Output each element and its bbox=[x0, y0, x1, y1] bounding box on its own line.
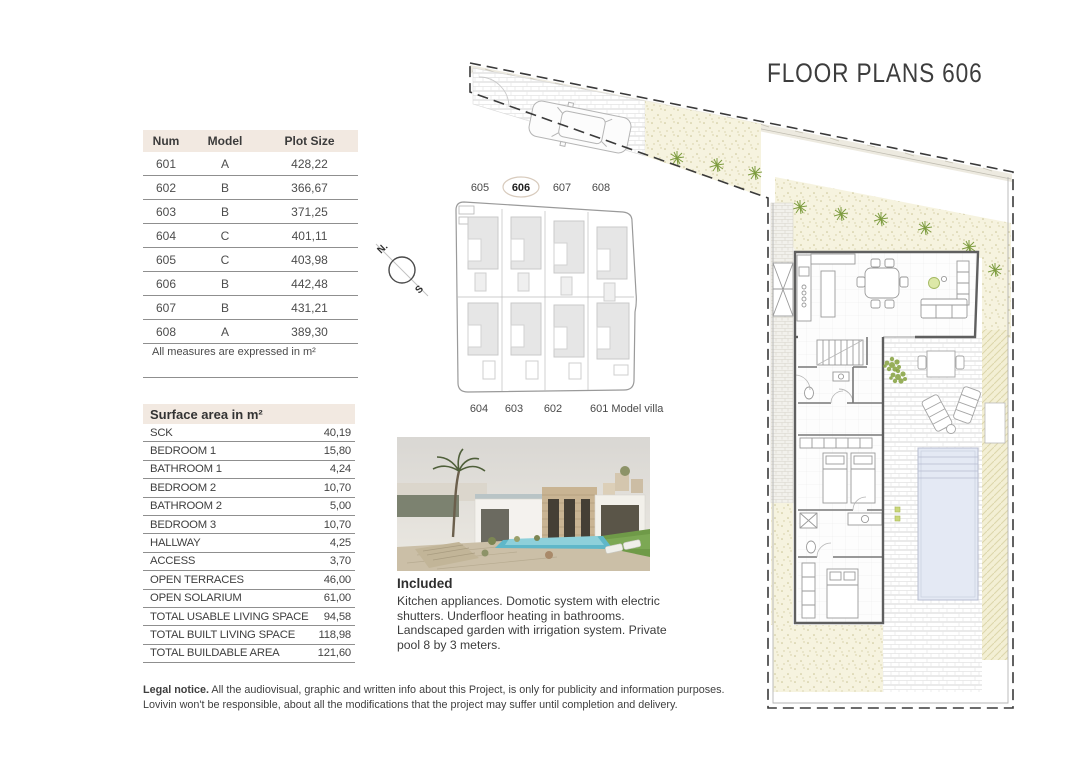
pool-shape bbox=[918, 448, 978, 600]
table-row bbox=[143, 571, 355, 589]
cell-label: HALLWAY bbox=[150, 537, 201, 550]
cell-label: BATHROOM 1 bbox=[150, 463, 222, 476]
compass-north-label: N. bbox=[375, 241, 391, 257]
cell-label: TOTAL BUILT LIVING SPACE bbox=[150, 628, 296, 641]
cell-label: TOTAL BUILDABLE AREA bbox=[150, 647, 280, 660]
cell-value: 10,70 bbox=[323, 518, 351, 531]
side-wall bbox=[771, 203, 793, 503]
cell-value: 40,19 bbox=[323, 426, 351, 439]
table-row bbox=[143, 272, 358, 296]
table-row bbox=[143, 176, 358, 200]
page-title: FLOOR PLANS 606 bbox=[767, 58, 983, 88]
stairs bbox=[817, 340, 863, 365]
side-garden bbox=[771, 503, 793, 625]
cell-value: 46,00 bbox=[323, 573, 351, 586]
cell-size: 366,67 bbox=[291, 180, 328, 195]
table-row bbox=[143, 608, 355, 626]
cell-num: 607 bbox=[155, 300, 177, 315]
cell-label: BEDROOM 1 bbox=[150, 445, 216, 458]
table-row bbox=[143, 224, 358, 248]
cell-label: SCK bbox=[150, 426, 173, 439]
col-header-plot-size: Plot Size bbox=[284, 134, 335, 148]
cell-value: 4,25 bbox=[329, 537, 351, 550]
cell-label: TOTAL USABLE LIVING SPACE bbox=[150, 610, 309, 623]
rear-garden bbox=[773, 625, 883, 692]
cell-size: 389,30 bbox=[291, 324, 328, 339]
table-row bbox=[143, 516, 355, 534]
cell-model: B bbox=[220, 204, 229, 219]
cell-size: 401,11 bbox=[291, 228, 328, 243]
cell-size: 428,22 bbox=[291, 156, 328, 171]
table-row bbox=[143, 442, 355, 460]
table-row bbox=[143, 248, 358, 272]
included-body: Kitchen appliances. Domotic system with electric shutters. Underfloor heating in bathrooms. Landscaped garden with irrigation system. Private pool 8 by 3 meters. bbox=[397, 594, 667, 652]
cell-value: 118,98 bbox=[318, 628, 351, 641]
cell-model: A bbox=[220, 156, 229, 171]
table-row bbox=[143, 534, 355, 552]
table-row bbox=[143, 296, 358, 320]
cell-num: 608 bbox=[155, 324, 177, 339]
cell-value: 5,00 bbox=[329, 500, 351, 513]
plot-label: 608 bbox=[591, 182, 611, 194]
cell-num: 603 bbox=[155, 204, 177, 219]
cell-size: 442,48 bbox=[291, 276, 328, 291]
cell-num: 605 bbox=[155, 252, 177, 267]
model-villa-label: 601 Model villa bbox=[590, 403, 664, 415]
table-row bbox=[143, 645, 355, 663]
bedroom-3 bbox=[802, 563, 858, 618]
cell-num: 604 bbox=[155, 228, 177, 243]
cell-value: 3,70 bbox=[329, 555, 351, 568]
divider-line bbox=[143, 377, 358, 378]
legal-lead: Legal notice. bbox=[143, 684, 209, 696]
table-row bbox=[143, 479, 355, 497]
plot-label: 604 bbox=[469, 403, 489, 415]
col-header-num: Num bbox=[152, 134, 180, 148]
cell-label: ACCESS bbox=[150, 555, 196, 568]
table-row bbox=[143, 200, 358, 224]
cell-label: OPEN TERRACES bbox=[150, 573, 244, 586]
table-row bbox=[143, 553, 355, 571]
compass-icon bbox=[370, 236, 434, 302]
cell-model: B bbox=[220, 300, 229, 315]
table-row bbox=[143, 424, 355, 442]
compass-south-label: S bbox=[413, 283, 426, 297]
plot-label-highlighted: 606 bbox=[511, 182, 531, 194]
included-heading: Included bbox=[397, 576, 453, 591]
cell-label: BATHROOM 2 bbox=[150, 500, 222, 513]
cell-value: 61,00 bbox=[323, 592, 351, 605]
measures-note: All measures are expressed in m² bbox=[152, 346, 316, 358]
cell-value: 94,58 bbox=[323, 610, 351, 623]
table-row bbox=[143, 152, 358, 176]
legal-line-2: Lovivin won't be responsible, about all the modifications that the project may suffer until completion and delivery. bbox=[143, 698, 678, 711]
plot-label: 603 bbox=[504, 403, 524, 415]
table-row bbox=[143, 590, 355, 608]
cell-model: C bbox=[220, 252, 230, 267]
cell-model: A bbox=[220, 324, 229, 339]
cell-value: 10,70 bbox=[323, 481, 351, 494]
cell-value: 121,60 bbox=[317, 647, 351, 660]
cell-num: 602 bbox=[155, 180, 177, 195]
garden-strip bbox=[645, 101, 761, 196]
floor-plan-606 bbox=[455, 55, 1025, 715]
col-header-model: Model bbox=[207, 134, 243, 148]
cell-model: B bbox=[220, 180, 229, 195]
surface-table-header: Surface area in m² bbox=[143, 404, 355, 424]
legal-text-1: All the audiovisual, graphic and written info about this Project, is only for publicity and information purposes. bbox=[209, 684, 725, 696]
cell-size: 403,98 bbox=[291, 252, 328, 267]
cell-size: 431,21 bbox=[291, 300, 328, 315]
cell-size: 371,25 bbox=[291, 204, 328, 219]
hatch-strip bbox=[982, 330, 1008, 660]
cell-num: 601 bbox=[155, 156, 177, 171]
plot-label: 607 bbox=[552, 182, 572, 194]
surface-area-table bbox=[143, 404, 355, 663]
cell-value: 4,24 bbox=[329, 463, 351, 476]
cell-label: BEDROOM 2 bbox=[150, 481, 216, 494]
plot-label: 605 bbox=[470, 182, 490, 194]
cell-value: 15,80 bbox=[323, 445, 351, 458]
cell-num: 606 bbox=[155, 276, 177, 291]
table-row bbox=[143, 461, 355, 479]
cell-label: OPEN SOLARIUM bbox=[150, 592, 242, 605]
cell-model: B bbox=[220, 276, 229, 291]
table-row bbox=[143, 626, 355, 644]
table-row bbox=[143, 320, 358, 344]
table-row bbox=[143, 498, 355, 516]
cell-model: C bbox=[220, 228, 230, 243]
cell-label: BEDROOM 3 bbox=[150, 518, 216, 531]
plot-label: 602 bbox=[543, 403, 563, 415]
plot-table-header bbox=[143, 130, 358, 152]
plot-size-table bbox=[143, 130, 358, 344]
